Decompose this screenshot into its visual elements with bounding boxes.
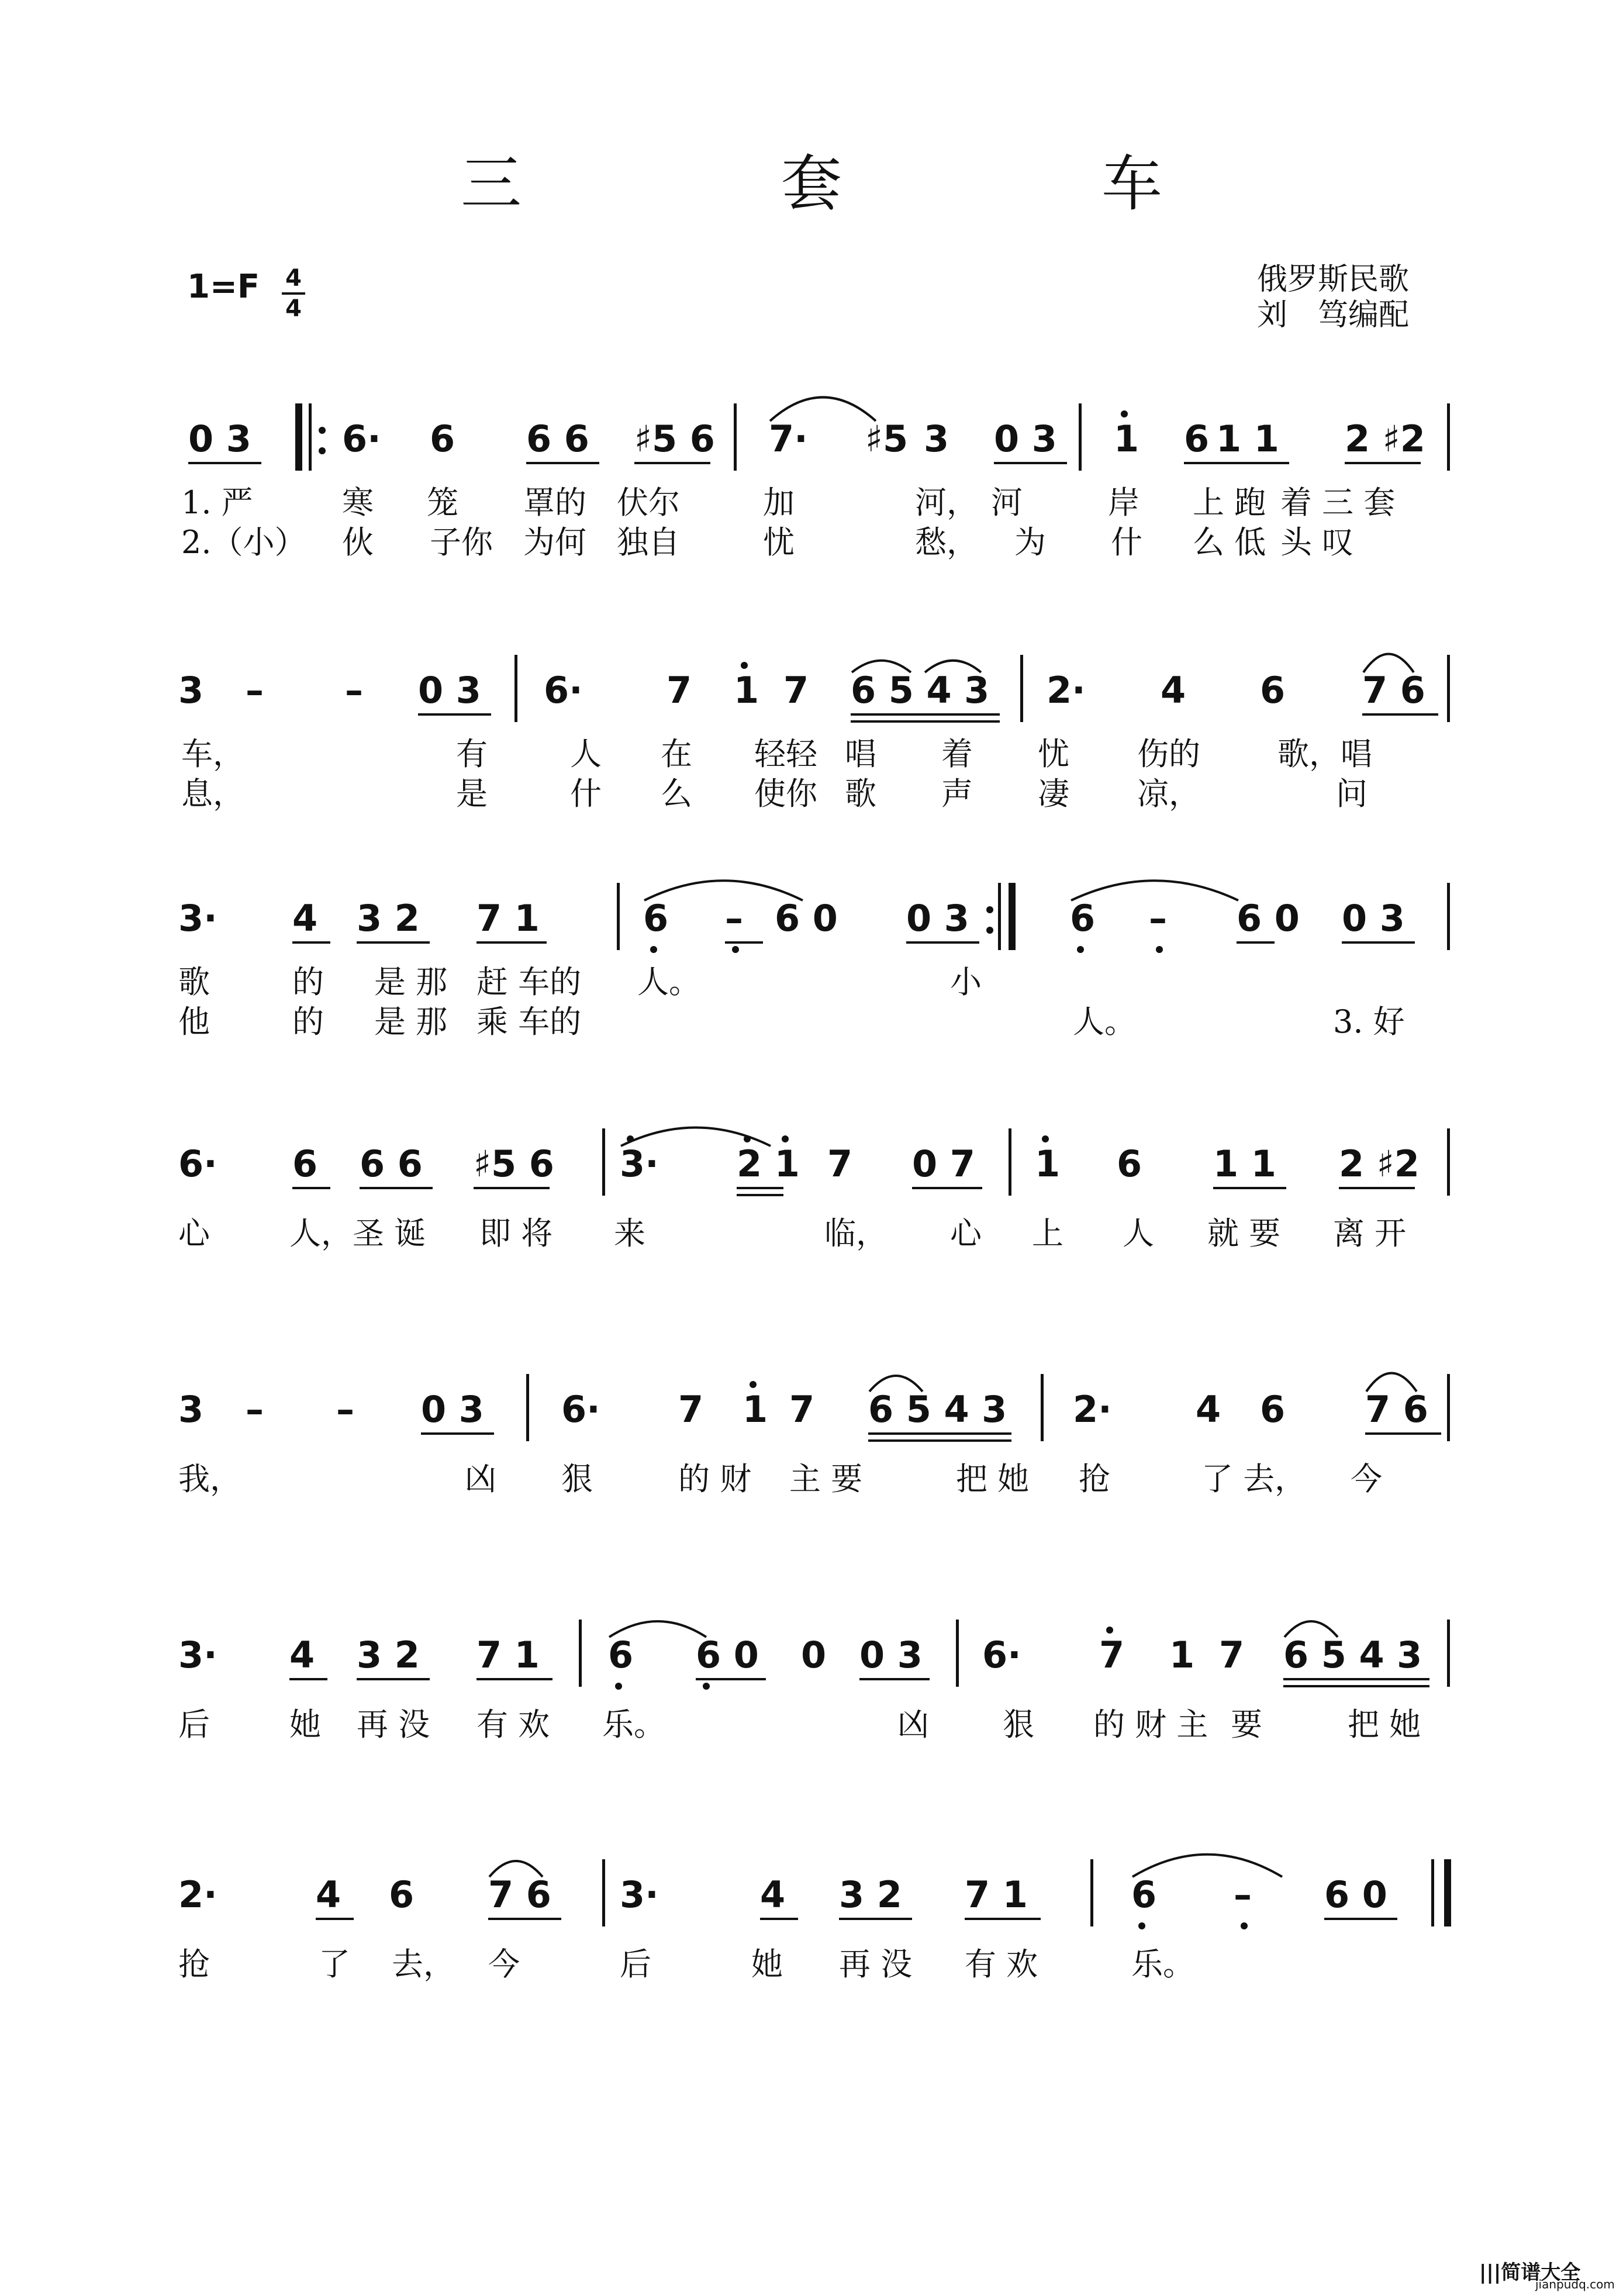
- score-system: [0, 1368, 1623, 1555]
- note-group: 4: [1161, 669, 1186, 712]
- note-group: 0 3: [421, 1388, 484, 1431]
- note-group: 3·: [178, 897, 217, 940]
- duration-underline: [476, 941, 547, 944]
- note-group: 6: [608, 1634, 634, 1676]
- duration-underline: [476, 1678, 552, 1680]
- note-group: 4: [289, 1634, 315, 1676]
- duration-underline: [868, 1432, 1011, 1435]
- lyric-verse1: 忧: [1038, 736, 1069, 772]
- note-group: 6 0: [696, 1634, 759, 1676]
- note-group: 6 6: [526, 417, 589, 460]
- octave-dot-low: [615, 1683, 622, 1690]
- duration-underline: [316, 1918, 354, 1920]
- duration-underline: [526, 462, 599, 464]
- note-group: 7: [827, 1142, 853, 1185]
- slur-arc: [1283, 1616, 1339, 1657]
- duration-underline: [1342, 941, 1415, 944]
- note-group: 7: [783, 669, 809, 712]
- duration-underline: [868, 1439, 1011, 1442]
- note-group: 1: [1114, 417, 1139, 460]
- lyric-verse1: 唱: [845, 736, 876, 772]
- lyric-verse1: 罩的: [523, 484, 586, 521]
- lyric-verse1: 把 她: [956, 1461, 1030, 1497]
- note-group: 3: [924, 417, 949, 460]
- note-group: 6 0: [1324, 1873, 1387, 1916]
- duration-underline: [696, 1678, 766, 1680]
- repeat-end-bar: [1009, 883, 1016, 950]
- repeat-dot: [986, 906, 993, 913]
- duration-underline: [737, 1187, 783, 1189]
- score-system: [0, 1853, 1623, 2040]
- slur-arc: [924, 657, 982, 689]
- note-group: 6 5 4 3: [1283, 1634, 1422, 1676]
- note-group: 2·: [1073, 1388, 1112, 1431]
- note-group: –: [1234, 1873, 1252, 1916]
- lyric-verse2: 么: [661, 775, 692, 812]
- lyric-verse1: 河: [991, 484, 1023, 521]
- slur-arc: [1365, 1367, 1418, 1414]
- lyric-verse1: 歌，唱: [1277, 736, 1372, 772]
- lyric-verse1: 在: [661, 736, 692, 772]
- lyric-verse1: 再 没: [839, 1946, 913, 1983]
- slur-arc: [851, 657, 912, 689]
- duration-underline: [1324, 1918, 1397, 1920]
- note-group: 1: [1169, 1634, 1195, 1676]
- repeat-dot: [986, 927, 993, 934]
- note-group: 0: [801, 1634, 827, 1676]
- duration-underline: [488, 1918, 561, 1920]
- watermark-logo: |||简谱大全: [1479, 2261, 1581, 2284]
- octave-dot-low: [732, 946, 739, 953]
- lyric-verse2: 伙: [342, 524, 374, 561]
- lyric-verse2: 他: [178, 1003, 210, 1040]
- lyric-verse1: 临，: [824, 1215, 888, 1252]
- duration-underline: [1339, 1187, 1415, 1189]
- lyric-verse1: 寒: [342, 484, 374, 521]
- duration-underline: [360, 1187, 433, 1189]
- note-group: 6: [1131, 1873, 1157, 1916]
- lyric-verse1: 今: [488, 1946, 520, 1983]
- note-group: 0 3: [994, 417, 1057, 460]
- lyric-verse2: 子你: [430, 524, 493, 561]
- octave-dot-high: [741, 662, 748, 669]
- lyric-verse2: 人。: [1073, 1003, 1136, 1040]
- duration-underline: [292, 1187, 330, 1189]
- lyric-verse1: 的 财 主: [1093, 1706, 1208, 1743]
- lyric-verse1: 笼: [427, 484, 458, 521]
- lyric-verse1: 上 跑: [1193, 484, 1266, 521]
- note-group: 6 5 4 3: [868, 1388, 1007, 1431]
- octave-dot-low: [1241, 1922, 1248, 1929]
- score-system: [0, 398, 1623, 585]
- lyric-verse2: 声: [941, 775, 973, 812]
- bar-line: [1447, 1128, 1450, 1196]
- note-group: 7 1: [965, 1873, 1028, 1916]
- lyric-verse1: 今: [1351, 1461, 1382, 1497]
- lyric-verse2: 问: [1336, 775, 1368, 812]
- lyric-verse1: 主 要: [789, 1461, 863, 1497]
- final-thin-bar: [1431, 1859, 1434, 1926]
- note-group: 3: [178, 1388, 204, 1431]
- note-group: 4: [1196, 1388, 1221, 1431]
- note-group: 7 6: [488, 1873, 551, 1916]
- note-group: –: [246, 669, 264, 712]
- time-signature: [282, 264, 305, 323]
- note-group: 6·: [342, 417, 381, 460]
- octave-dot-low: [650, 946, 657, 953]
- note-group: 1: [743, 1388, 768, 1431]
- lyric-verse1: 后: [178, 1706, 210, 1743]
- note-group: 7 6: [1365, 1388, 1428, 1431]
- note-group: 6 5 4 3: [851, 669, 990, 712]
- slur-arc: [1131, 1847, 1283, 1903]
- lyric-verse2: 的: [292, 1003, 324, 1040]
- lyric-verse1: 把 她: [1348, 1706, 1421, 1743]
- note-group: 4: [292, 897, 318, 940]
- duration-underline: [1365, 1432, 1441, 1435]
- duration-underline: [357, 941, 430, 944]
- duration-underline: [292, 941, 330, 944]
- lyric-verse1: 车，: [181, 736, 244, 772]
- duration-underline: [851, 720, 1000, 723]
- duration-underline: [725, 941, 763, 944]
- note-group: 7: [789, 1388, 815, 1431]
- bar-line: [1041, 1374, 1044, 1441]
- note-group: 7 6: [1362, 669, 1425, 712]
- lyric-verse2: 忧: [763, 524, 795, 561]
- bar-line: [734, 403, 737, 471]
- bar-line: [1447, 1620, 1450, 1687]
- lyric-verse1: 伤的: [1137, 736, 1200, 772]
- note-group: 7: [1099, 1634, 1125, 1676]
- lyric-verse1: 1. 严: [181, 484, 253, 521]
- lyric-verse1: 有 欢: [476, 1706, 550, 1743]
- lyric-verse1: 着: [941, 736, 973, 772]
- bar-line: [602, 1128, 605, 1196]
- lyric-verse1: 了: [319, 1946, 350, 1983]
- score-system: [0, 1123, 1623, 1310]
- lyric-verse1: 乐。: [602, 1706, 665, 1743]
- duration-underline: [737, 1194, 783, 1196]
- lyric-verse2: 2.（小）: [181, 524, 306, 561]
- note-group: –: [725, 897, 743, 940]
- note-group: 6 0: [775, 897, 838, 940]
- note-group: 0 7: [912, 1142, 975, 1185]
- lyric-verse1: 她: [751, 1946, 783, 1983]
- lyric-verse1: 她: [289, 1706, 321, 1743]
- slur-arc: [620, 1121, 772, 1168]
- note-group: 2·: [178, 1873, 217, 1916]
- note-group: 7 1: [476, 1634, 540, 1676]
- duration-underline: [1184, 462, 1289, 464]
- bar-line: [956, 1620, 959, 1687]
- note-group: ♯5 6: [474, 1142, 554, 1185]
- lyric-verse1: 加: [763, 484, 795, 521]
- duration-underline: [634, 462, 710, 464]
- note-group: 6 6: [360, 1142, 423, 1185]
- note-group: 0 3: [188, 417, 251, 460]
- note-group: 3: [178, 669, 204, 712]
- score-system: [0, 1614, 1623, 1801]
- time-signature-top: 4: [285, 265, 302, 292]
- lyric-verse1: 抢: [1079, 1461, 1110, 1497]
- lyric-verse2: 愁，: [915, 524, 978, 561]
- note-group: 6: [389, 1873, 415, 1916]
- bar-line: [1079, 403, 1082, 471]
- bar-line: [526, 1374, 529, 1441]
- bar-line: [602, 1859, 605, 1926]
- duration-underline: [1237, 941, 1275, 944]
- note-group: ♯5 6: [634, 417, 715, 460]
- duration-underline: [188, 462, 261, 464]
- duration-underline: [1362, 713, 1438, 716]
- duration-underline: [1283, 1678, 1429, 1680]
- note-group: –: [336, 1388, 354, 1431]
- slur-arc: [488, 1856, 544, 1897]
- octave-dot-high: [1106, 1627, 1113, 1634]
- repeat-start-bar: [295, 403, 302, 471]
- bar-line: [514, 655, 517, 722]
- lyric-verse2: 什: [1111, 524, 1142, 561]
- duration-underline: [1345, 462, 1421, 464]
- lyric-verse2: 息，: [181, 775, 244, 812]
- lyric-verse1: 着 三 套: [1280, 484, 1396, 521]
- note-group: 7 1: [476, 897, 540, 940]
- note-group: 6: [1184, 417, 1210, 460]
- lyric-verse1: 心: [178, 1215, 210, 1252]
- duration-underline: [289, 1678, 327, 1680]
- watermark-url: jianpudq.com: [1535, 2277, 1615, 2291]
- lyric-verse2: 3. 好: [1333, 1003, 1405, 1040]
- bar-line: [1009, 1128, 1011, 1196]
- lyric-verse1: 是 那: [374, 964, 448, 1000]
- octave-dot-low: [703, 1683, 710, 1690]
- note-group: 3·: [178, 1634, 217, 1676]
- lyric-verse2: 使你: [754, 775, 817, 812]
- lyric-verse1: 的: [292, 964, 324, 1000]
- bar-line: [1447, 403, 1450, 471]
- lyric-verse1: 凶: [897, 1706, 929, 1743]
- bar-line: [1447, 883, 1450, 950]
- note-group: 2 ♯2: [1345, 417, 1425, 460]
- lyric-verse1: 人，圣 诞: [289, 1215, 426, 1252]
- lyric-verse1: 抢: [178, 1946, 210, 1983]
- lyric-verse1: 了 去，: [1201, 1461, 1307, 1497]
- lyric-verse1: 人: [1123, 1215, 1154, 1252]
- lyric-verse1: 的 财: [678, 1461, 752, 1497]
- duration-underline: [760, 1918, 798, 1920]
- watermark: [1479, 2254, 1619, 2291]
- duration-underline: [994, 462, 1067, 464]
- repeat-dot: [319, 427, 326, 434]
- note-group: 3 2: [357, 1634, 420, 1676]
- octave-dot-low: [1156, 946, 1163, 953]
- lyric-verse1: 有 欢: [965, 1946, 1038, 1983]
- lyric-verse1: 有: [456, 736, 488, 772]
- lyric-verse1: 河，: [915, 484, 978, 521]
- lyric-verse1: 人: [570, 736, 602, 772]
- lyric-verse1: 赶 车的: [476, 964, 582, 1000]
- note-group: 2 ♯2: [1339, 1142, 1420, 1185]
- note-group: 6: [1260, 1388, 1286, 1431]
- note-group: 6: [1117, 1142, 1142, 1185]
- note-group: 6: [1260, 669, 1286, 712]
- slur-arc: [1362, 648, 1415, 695]
- note-group: 6: [292, 1142, 318, 1185]
- lyric-verse2: 头 叹: [1280, 524, 1354, 561]
- lyric-verse2: 独自: [617, 524, 680, 561]
- slur-arc: [1070, 874, 1239, 924]
- lyric-verse1: 凶: [465, 1461, 496, 1497]
- lyric-verse1: 要: [1231, 1706, 1262, 1743]
- note-group: 7·: [769, 417, 808, 460]
- note-group: 2·: [1047, 669, 1086, 712]
- duration-underline: [906, 941, 979, 944]
- time-signature-bottom: 4: [285, 295, 302, 322]
- score-system: [0, 877, 1623, 1064]
- duration-underline: [474, 1187, 550, 1189]
- note-group: 6·: [178, 1142, 217, 1185]
- lyric-verse1: 乐。: [1131, 1946, 1194, 1983]
- duration-underline: [421, 1432, 494, 1435]
- note-group: 0 3: [418, 669, 481, 712]
- lyric-verse2: 歌: [845, 775, 876, 812]
- lyric-verse2: 什: [570, 775, 602, 812]
- credit-arranger: 刘 笃编配: [1257, 298, 1410, 333]
- bar-line: [1447, 1374, 1450, 1441]
- lyric-verse2: 凄: [1038, 775, 1069, 812]
- note-group: ♯5: [865, 417, 909, 460]
- slur-arc: [643, 874, 804, 924]
- lyric-verse1: 狠: [561, 1461, 593, 1497]
- note-group: 6 0: [1237, 897, 1300, 940]
- note-group: 7: [678, 1388, 704, 1431]
- lyric-verse1: 人。: [637, 964, 700, 1000]
- lyric-verse1: 轻轻: [754, 736, 817, 772]
- note-group: 7: [667, 669, 692, 712]
- note-group: 6: [643, 897, 669, 940]
- score-system: [0, 649, 1623, 836]
- octave-dot-high: [782, 1135, 789, 1142]
- note-group: 1: [1035, 1142, 1061, 1185]
- duration-underline: [912, 1187, 982, 1189]
- slur-arc: [868, 1370, 924, 1411]
- final-bar: [1444, 1859, 1451, 1926]
- repeat-dot: [319, 447, 326, 454]
- octave-dot-low: [1138, 1922, 1145, 1929]
- note-group: –: [246, 1388, 264, 1431]
- credit-origin: 俄罗斯民歌: [1257, 262, 1410, 297]
- lyric-verse1: 来: [614, 1215, 645, 1252]
- slur-arc: [769, 389, 877, 448]
- lyric-verse2: 是: [456, 775, 488, 812]
- bar-line: [1447, 655, 1450, 722]
- lyric-verse1: 就 要: [1207, 1215, 1281, 1252]
- lyric-verse2: 凉，: [1137, 775, 1200, 812]
- note-group: 1 1: [1213, 1142, 1276, 1185]
- note-group: –: [1149, 897, 1167, 940]
- note-group: 4: [760, 1873, 786, 1916]
- note-group: 1 1: [1216, 417, 1279, 460]
- lyric-verse1: 后: [620, 1946, 651, 1983]
- duration-underline: [418, 713, 491, 716]
- note-group: –: [345, 669, 363, 712]
- note-group: 6·: [544, 669, 583, 712]
- lyric-verse1: 岸: [1108, 484, 1139, 521]
- duration-underline: [1213, 1187, 1286, 1189]
- note-group: 0 3: [906, 897, 969, 940]
- lyric-verse1: 上: [1032, 1215, 1063, 1252]
- note-group: 3·: [620, 1142, 659, 1185]
- lyric-verse1: 伏尔: [617, 484, 680, 521]
- bar-line: [1020, 655, 1023, 722]
- note-group: 1: [734, 669, 759, 712]
- note-group: 0 3: [859, 1634, 923, 1676]
- bar-line: [579, 1620, 582, 1687]
- duration-underline: [839, 1918, 912, 1920]
- lyric-verse1: 我，: [178, 1461, 241, 1497]
- repeat-start-thin: [309, 403, 312, 471]
- lyric-verse2: 么 低: [1193, 524, 1266, 561]
- note-group: 6: [1070, 897, 1096, 940]
- bar-line: [617, 883, 620, 950]
- lyric-verse1: 狠: [1003, 1706, 1034, 1743]
- lyric-verse1: 再 没: [357, 1706, 430, 1743]
- note-group: 6·: [982, 1634, 1021, 1676]
- duration-underline: [965, 1918, 1041, 1920]
- note-group: 6: [430, 417, 455, 460]
- lyric-verse1: 小: [950, 964, 982, 1000]
- lyric-verse2: 为: [1014, 524, 1046, 561]
- duration-underline: [859, 1678, 930, 1680]
- octave-dot-high: [750, 1381, 757, 1388]
- lyric-verse2: 是 那: [374, 1003, 448, 1040]
- duration-underline: [1283, 1685, 1429, 1687]
- note-group: 3·: [620, 1873, 659, 1916]
- note-group: 7: [1219, 1634, 1245, 1676]
- note-group: 2 1: [737, 1142, 800, 1185]
- note-group: 3 2: [357, 897, 420, 940]
- lyric-verse2: 为何: [523, 524, 586, 561]
- note-group: 0 3: [1342, 897, 1405, 940]
- octave-dot-low: [1077, 946, 1084, 953]
- duration-underline: [851, 713, 1000, 716]
- song-title: 三 套 车: [460, 148, 1262, 219]
- lyric-verse1: 离 开: [1333, 1215, 1407, 1252]
- slur-arc: [608, 1616, 707, 1657]
- key-signature: 1=F: [187, 268, 260, 306]
- repeat-end-thin: [998, 883, 1001, 950]
- lyric-verse1: 即 将: [479, 1215, 553, 1252]
- lyric-verse1: 歌: [178, 964, 210, 1000]
- lyric-verse2: 乘 车的: [476, 1003, 582, 1040]
- duration-underline: [357, 1678, 430, 1680]
- octave-dot-high: [1042, 1135, 1049, 1142]
- lyric-verse1: 去，: [392, 1946, 455, 1983]
- lyric-verse1: 心: [950, 1215, 982, 1252]
- note-group: 6·: [561, 1388, 600, 1431]
- note-group: 3 2: [839, 1873, 902, 1916]
- note-group: 4: [316, 1873, 341, 1916]
- octave-dot-high: [1121, 410, 1128, 417]
- bar-line: [1090, 1859, 1093, 1926]
